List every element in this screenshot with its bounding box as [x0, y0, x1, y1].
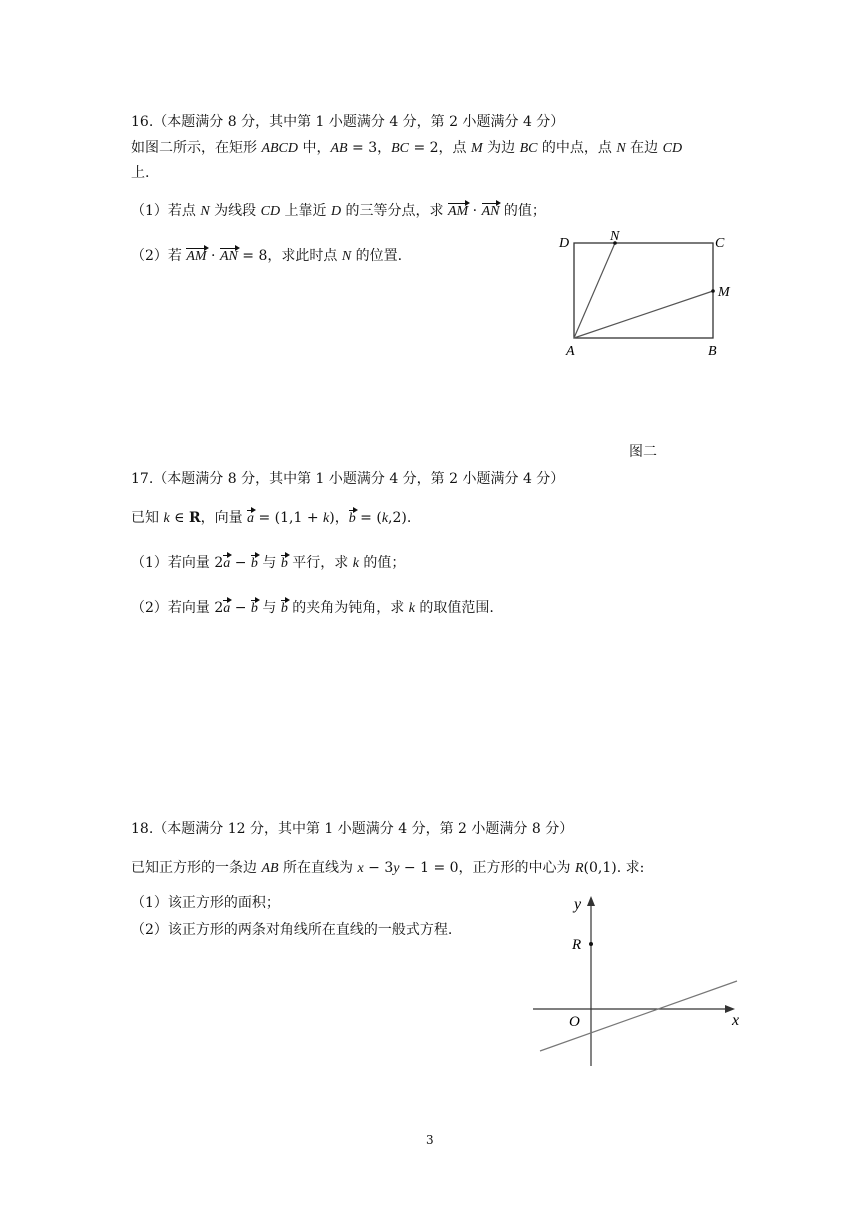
label-d: D	[559, 236, 570, 251]
q16-figure-caption: 图二	[629, 444, 657, 460]
label-y: y	[574, 896, 582, 913]
q17-stem: 已知 k ∈ R，向量 a = (1,1 + k)，b = (k,2).	[131, 508, 411, 529]
segment-am	[574, 291, 713, 338]
label-c: C	[715, 236, 725, 251]
q17-header: 17.（本题满分 8 分，其中第 1 小题满分 4 分，第 2 小题满分 4 分）	[131, 471, 565, 487]
q16-stem-tail: 上.	[131, 165, 150, 181]
y-axis-arrow	[587, 896, 595, 906]
q16-header: 16.（本题满分 8 分，其中第 1 小题满分 4 分，第 2 小题满分 4 分）	[131, 114, 565, 130]
q17-part1: （1）若向量 2a − b 与 b 平行，求 k 的值；	[131, 553, 405, 574]
label-o: O	[569, 1014, 580, 1030]
segment-an	[574, 243, 615, 338]
label-x: x	[732, 1012, 740, 1029]
q16-part2: （2）若 AM · AN = 8，求此时点 N 的位置.	[131, 246, 402, 267]
label-r: R	[572, 937, 582, 953]
label-a: A	[566, 344, 575, 359]
q18-stem: 已知正方形的一条边 AB 所在直线为 x − 3y − 1 = 0，正方形的中心为 R(0,1). 求:	[131, 860, 645, 876]
page-number: 3	[426, 1133, 434, 1147]
q18-header: 18.（本题满分 12 分，其中第 1 小题满分 4 分，第 2 小题满分 8 分）	[131, 821, 574, 837]
q17-part2: （2）若向量 2a − b 与 b 的夹角为钝角，求 k 的取值范围.	[131, 598, 494, 619]
q18-coordinate-figure	[525, 888, 760, 1078]
q16-rectangle-figure	[555, 225, 755, 365]
q16-part1: （1）若点 N 为线段 CD 上靠近 D 的三等分点，求 AM · AN 的值；	[131, 201, 546, 222]
point-r	[589, 942, 593, 946]
label-n: N	[610, 229, 620, 244]
q18-part1: （1）该正方形的面积；	[131, 895, 280, 911]
q16-stem: 如图二所示，在矩形 ABCD 中，AB = 3，BC = 2，点 M 为边 BC 的中点，点 N 在边 CD	[131, 140, 683, 156]
label-b: B	[708, 344, 717, 359]
q18-part2: （2）该正方形的两条对角线所在直线的一般式方程.	[131, 922, 453, 938]
label-m: M	[718, 285, 730, 300]
point-m	[711, 289, 715, 293]
